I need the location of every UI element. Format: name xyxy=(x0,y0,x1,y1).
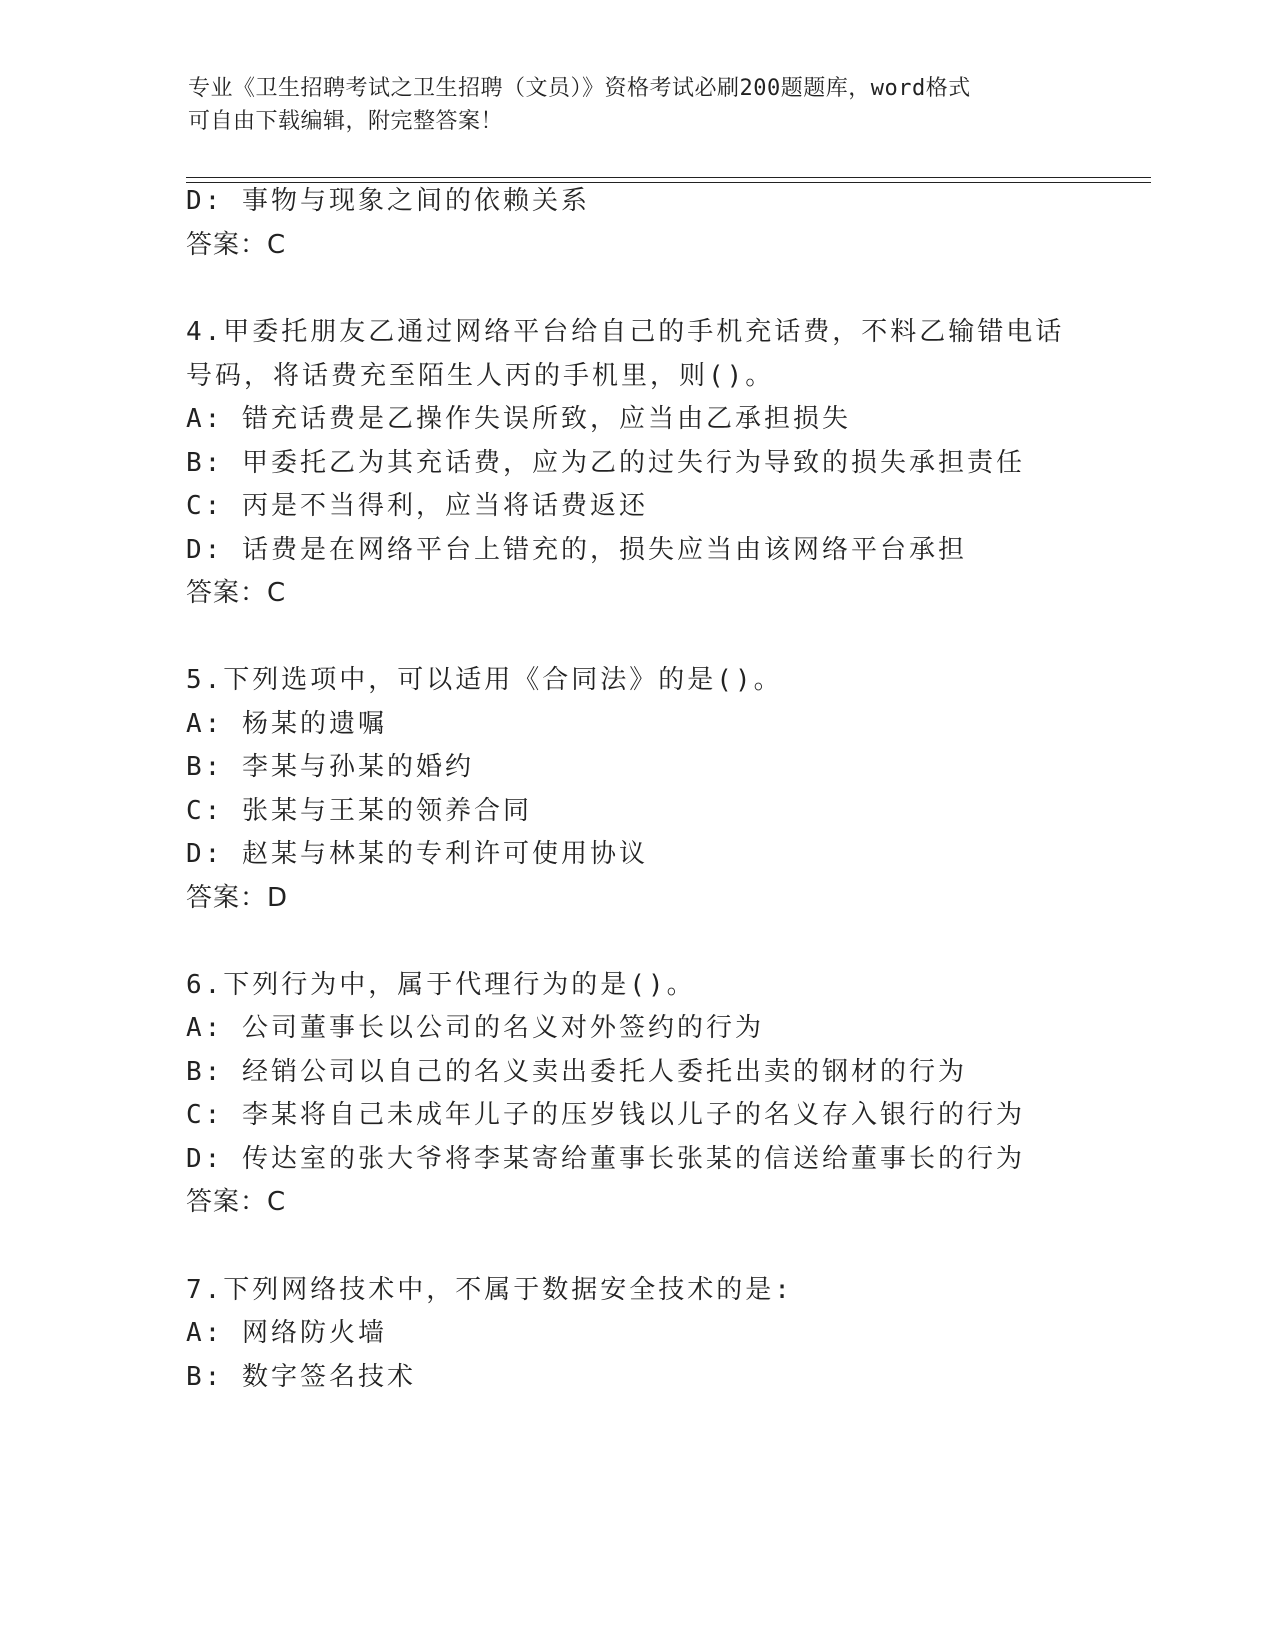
q6-option-c: C: 李某将自己未成年儿子的压岁钱以儿子的名义存入银行的行为 xyxy=(186,1100,1025,1130)
q6-option-b: B: 经销公司以自己的名义卖出委托人委托出卖的钢材的行为 xyxy=(186,1057,967,1087)
header-line-2: 可自由下载编辑，附完整答案！ xyxy=(188,109,504,134)
q3-answer: 答案：C xyxy=(186,230,287,260)
q4-stem-line-1: 4.甲委托朋友乙通过网络平台给自己的手机充话费，不料乙输错电话 xyxy=(186,317,1065,347)
q5-option-d: D: 赵某与林某的专利许可使用协议 xyxy=(186,839,648,869)
q7-option-b: B: 数字签名技术 xyxy=(186,1362,416,1392)
q5-option-a: A: 杨某的遗嘱 xyxy=(186,709,387,739)
q4-option-a: A: 错充话费是乙操作失误所致，应当由乙承担损失 xyxy=(186,404,851,434)
q6-option-d: D: 传达室的张大爷将李某寄给董事长张某的信送给董事长的行为 xyxy=(186,1144,1025,1174)
header-divider-bottom xyxy=(186,182,1151,183)
q5-answer: 答案：D xyxy=(186,883,289,913)
q4-answer: 答案：C xyxy=(186,578,287,608)
q5-option-c: C: 张某与王某的领养合同 xyxy=(186,796,532,826)
q4-stem-line-2: 号码，将话费充至陌生人丙的手机里，则()。 xyxy=(186,361,775,391)
header-line-1: 专业《卫生招聘考试之卫生招聘（文员）》资格考试必刷200题题库，word格式 xyxy=(188,76,971,101)
document-header xyxy=(188,72,1088,138)
q6-option-a: A: 公司董事长以公司的名义对外签约的行为 xyxy=(186,1013,764,1043)
q6-stem: 6.下列行为中，属于代理行为的是()。 xyxy=(186,970,696,1000)
q5-option-b: B: 李某与孙某的婚约 xyxy=(186,752,474,782)
q5-stem: 5.下列选项中，可以适用《合同法》的是()。 xyxy=(186,665,783,695)
q4-option-c: C: 丙是不当得利，应当将话费返还 xyxy=(186,491,648,521)
q3-option-d: D: 事物与现象之间的依赖关系 xyxy=(186,186,590,216)
q4-option-d: D: 话费是在网络平台上错充的，损失应当由该网络平台承担 xyxy=(186,535,967,565)
q7-option-a: A: 网络防火墙 xyxy=(186,1318,387,1348)
header-divider-top xyxy=(186,177,1151,178)
q7-stem: 7.下列网络技术中，不属于数据安全技术的是: xyxy=(186,1275,793,1305)
q6-answer: 答案：C xyxy=(186,1187,287,1217)
q4-option-b: B: 甲委托乙为其充话费，应为乙的过失行为导致的损失承担责任 xyxy=(186,448,1025,478)
